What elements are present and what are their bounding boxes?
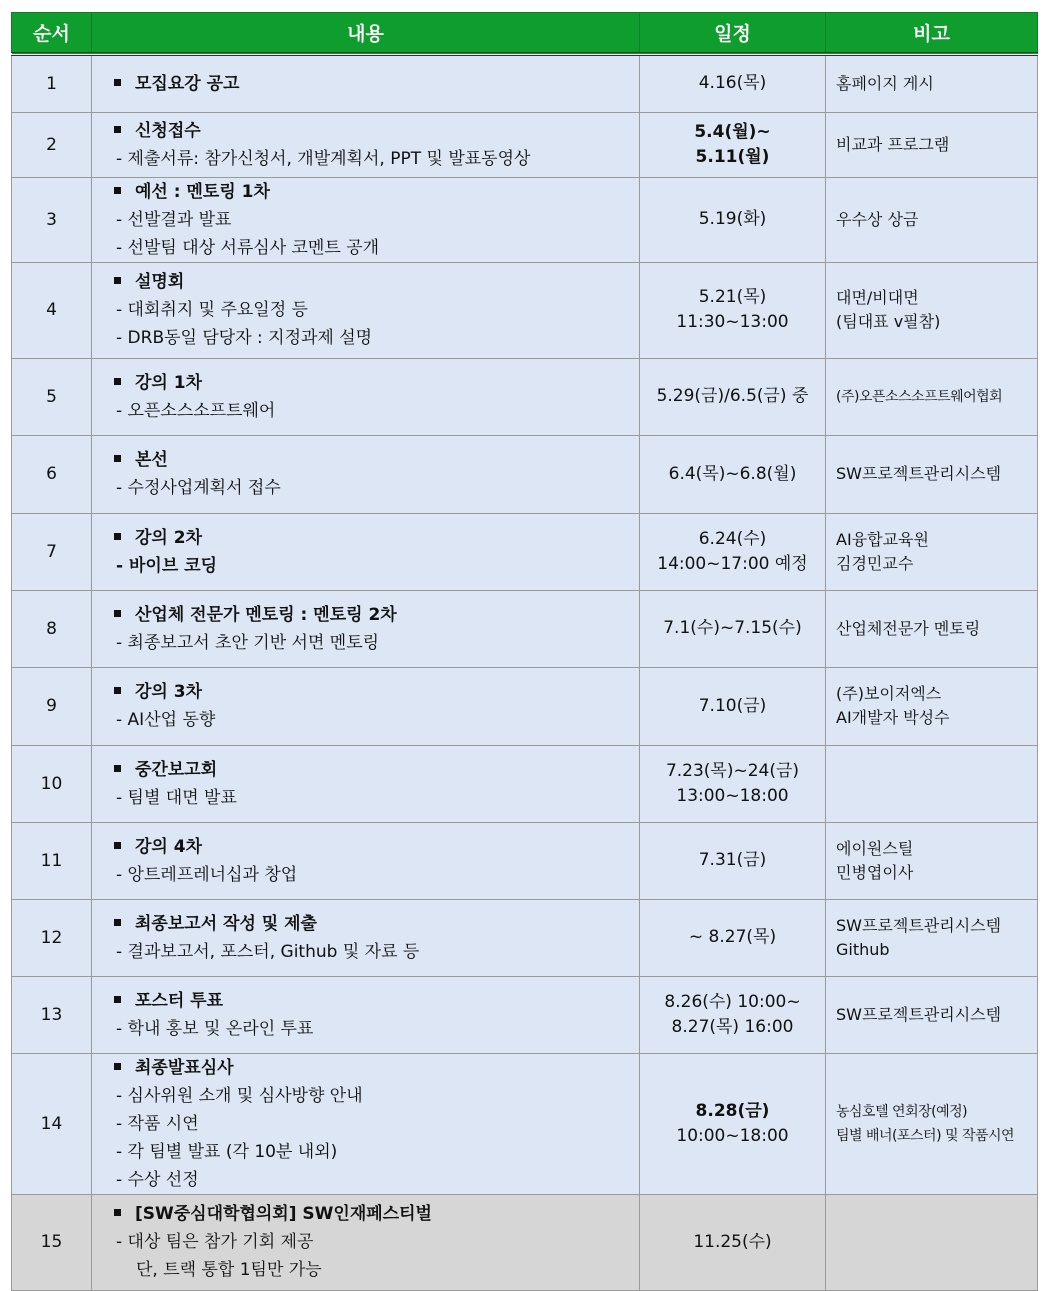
item-title: 신청접수: [135, 120, 201, 141]
table-row: [12, 1194, 1038, 1290]
item-detail: - 선발팀 대상 서류심사 코멘트 공개: [112, 234, 639, 262]
row-content: [92, 667, 640, 745]
item-title: 최종보고서 작성 및 제출: [135, 913, 317, 934]
square-bullet-icon: [114, 842, 121, 849]
table-row: [12, 1053, 1038, 1194]
item-title: 설명회: [135, 272, 185, 292]
table-row: [12, 899, 1038, 976]
item-detail: - 오픈소스소프트웨어: [112, 397, 639, 425]
remark-line: 산업체전문가 멘토링: [836, 618, 981, 638]
table-row: [12, 822, 1038, 899]
schedule-line: 10:00~18:00: [676, 1125, 789, 1146]
schedule-line: 5.11(월): [695, 146, 770, 167]
schedule-line: 7.23(목)~24(금): [665, 760, 800, 781]
remark-line: Github: [836, 939, 890, 959]
header-schedule: 일정: [640, 13, 826, 55]
row-schedule: [640, 262, 826, 358]
row-number: 1: [12, 54, 92, 112]
item-detail: - 팀별 대면 발표: [112, 784, 639, 812]
schedule-line: 7.1(수)~7.15(수): [663, 618, 802, 638]
table-row: [12, 435, 1038, 513]
row-number: 10: [12, 745, 92, 822]
row-content: [92, 822, 640, 899]
item-detail: - 제출서류: 참가신청서, 개발계획서, PPT 및 발표동영상: [112, 145, 639, 173]
row-number: 12: [12, 899, 92, 976]
row-number: 15: [12, 1194, 92, 1290]
row-remarks: [826, 822, 1038, 899]
item-detail: - 수상 선정: [112, 1166, 639, 1194]
item-title: 최종발표심사: [135, 1057, 234, 1078]
item-detail: - 바이브 코딩: [112, 552, 639, 580]
remark-line: 우수상 상금: [836, 209, 919, 229]
schedule-line: 13:00~18:00: [676, 785, 789, 806]
schedule-line: ~ 8.27(목): [688, 927, 777, 947]
row-remarks: [826, 112, 1038, 177]
row-schedule: [640, 54, 826, 112]
item-title-line: [112, 678, 639, 706]
row-remarks: [826, 1194, 1038, 1290]
row-number: 14: [12, 1053, 92, 1194]
table-row: [12, 54, 1038, 112]
schedule-line: 4.16(목): [698, 73, 767, 94]
item-title-line: [112, 369, 639, 397]
item-title-line: [112, 446, 639, 474]
square-bullet-icon: [114, 765, 121, 772]
row-remarks: [826, 1053, 1038, 1194]
item-title-line: [112, 833, 639, 861]
item-detail: - 대회취지 및 주요일정 등: [112, 296, 639, 324]
row-schedule: [640, 1194, 826, 1290]
schedule-line: 6.24(수): [698, 528, 767, 549]
table-row: [12, 513, 1038, 590]
item-title-line: [112, 601, 639, 629]
item-title-line: [112, 756, 639, 784]
item-title-line: [112, 987, 639, 1015]
remark-line: 에이원스틸: [836, 838, 914, 858]
square-bullet-icon: [114, 378, 121, 385]
remark-line: (팀대표 v필참): [836, 312, 941, 331]
item-detail: - 학내 홍보 및 온라인 투표: [112, 1015, 639, 1043]
square-bullet-icon: [114, 277, 121, 284]
remark-line: 팀별 배너(포스터) 및 작품시연: [836, 1127, 1015, 1144]
item-title-line: [112, 1054, 639, 1082]
square-bullet-icon: [114, 455, 121, 462]
square-bullet-icon: [114, 1209, 121, 1216]
square-bullet-icon: [114, 687, 121, 694]
item-detail: - AI산업 동향: [112, 706, 639, 734]
table-row: [12, 667, 1038, 745]
row-schedule: [640, 822, 826, 899]
item-detail: - 수정사업계획서 접수: [112, 474, 639, 502]
row-number: 8: [12, 590, 92, 667]
remark-line: 농심호텔 연회장(예정): [836, 1103, 968, 1120]
item-title-line: [112, 524, 639, 552]
row-schedule: [640, 177, 826, 262]
item-detail: - 앙트레프레너십과 창업: [112, 861, 639, 889]
row-content: [92, 177, 640, 262]
item-title-line: [112, 70, 639, 98]
row-number: 7: [12, 513, 92, 590]
item-title: 강의 2차: [135, 527, 203, 548]
row-schedule: [640, 667, 826, 745]
row-remarks: [826, 667, 1038, 745]
schedule-line: 7.10(금): [698, 695, 767, 716]
row-remarks: [826, 745, 1038, 822]
row-remarks: [826, 54, 1038, 112]
schedule-line: 5.29(금)/6.5(금) 중: [656, 386, 809, 406]
schedule-line: 11.25(수): [693, 1231, 772, 1252]
item-title: 강의 3차: [135, 682, 203, 702]
remark-line: (주)오픈소스소프트웨어협회: [836, 388, 1003, 405]
remark-line: AI융합교육원: [836, 529, 929, 549]
item-title: 모집요강 공고: [135, 73, 240, 94]
schedule-line: 5.19(화): [698, 209, 767, 229]
row-content: [92, 112, 640, 177]
row-number: 9: [12, 667, 92, 745]
item-detail: - 각 팀별 발표 (각 10분 내외): [112, 1138, 639, 1166]
row-number: 11: [12, 822, 92, 899]
row-schedule: [640, 112, 826, 177]
item-title-line: [112, 117, 639, 145]
item-title: 중간보고회: [135, 759, 218, 780]
square-bullet-icon: [114, 187, 121, 194]
item-title-line: [112, 178, 639, 206]
row-schedule: [640, 435, 826, 513]
header-row: [12, 13, 1038, 55]
schedule-line: 14:00~17:00 예정: [657, 553, 808, 574]
table-row: [12, 262, 1038, 358]
row-remarks: [826, 177, 1038, 262]
schedule-line: 8.27(목) 16:00: [671, 1016, 794, 1037]
row-content: [92, 435, 640, 513]
schedule-body: [12, 54, 1038, 1290]
row-remarks: [826, 899, 1038, 976]
item-title: [SW중심대학협의회] SW인재페스티벌: [135, 1204, 432, 1224]
square-bullet-icon: [114, 919, 121, 926]
row-content: [92, 54, 640, 112]
item-detail: - 대상 팀은 참가 기회 제공: [112, 1228, 639, 1256]
row-content: [92, 590, 640, 667]
row-content: [92, 1053, 640, 1194]
square-bullet-icon: [114, 996, 121, 1003]
item-title: 포스터 투표: [135, 990, 224, 1011]
square-bullet-icon: [114, 1063, 121, 1070]
row-content: [92, 899, 640, 976]
table-row: [12, 358, 1038, 435]
schedule-line: 5.21(목): [698, 287, 767, 307]
schedule-line: 6.4(목)~6.8(월): [668, 463, 797, 484]
row-content: [92, 745, 640, 822]
schedule-line: 5.4(월)~: [694, 121, 771, 142]
square-bullet-icon: [114, 79, 121, 86]
row-remarks: [826, 976, 1038, 1053]
row-schedule: [640, 745, 826, 822]
item-detail: - 결과보고서, 포스터, Github 및 자료 등: [112, 938, 639, 966]
schedule-line: 11:30~13:00: [676, 312, 789, 332]
row-number: 13: [12, 976, 92, 1053]
square-bullet-icon: [114, 533, 121, 540]
row-remarks: [826, 262, 1038, 358]
item-title-line: [112, 910, 639, 938]
row-number: 3: [12, 177, 92, 262]
row-content: [92, 262, 640, 358]
item-title: 산업체 전문가 멘토링 : 멘토링 2차: [135, 604, 397, 625]
row-number: 2: [12, 112, 92, 177]
item-title: 예선 : 멘토링 1차: [135, 181, 270, 202]
header-order: 순서: [12, 13, 92, 55]
row-schedule: [640, 1053, 826, 1194]
remark-line: 민병엽이사: [836, 862, 914, 882]
table-row: [12, 745, 1038, 822]
remark-line: SW프로젝트관리시스템: [836, 1004, 1002, 1024]
remark-line: SW프로젝트관리시스템: [836, 915, 1002, 935]
remark-line: 김경민교수: [836, 553, 914, 573]
remark-line: 비교과 프로그램: [836, 134, 950, 154]
schedule-line: 8.28(금): [695, 1100, 770, 1121]
table-row: [12, 112, 1038, 177]
row-schedule: [640, 513, 826, 590]
header-content: 내용: [92, 13, 640, 55]
schedule-table-wrapper: [11, 12, 1037, 1291]
item-detail: - DRB동일 담당자 : 지정과제 설명: [112, 324, 639, 352]
remark-line: 대면/비대면: [836, 288, 919, 307]
row-number: 6: [12, 435, 92, 513]
row-content: [92, 1194, 640, 1290]
remark-line: SW프로젝트관리시스템: [836, 464, 1002, 483]
square-bullet-icon: [114, 610, 121, 617]
item-title: 강의 4차: [135, 836, 203, 857]
row-number: 4: [12, 262, 92, 358]
row-schedule: [640, 976, 826, 1053]
table-row: [12, 590, 1038, 667]
row-schedule: [640, 590, 826, 667]
remark-line: AI개발자 박성수: [836, 708, 950, 727]
schedule-table: [11, 12, 1038, 1291]
header-remarks: 비고: [826, 13, 1038, 55]
row-remarks: [826, 590, 1038, 667]
table-row: [12, 976, 1038, 1053]
item-title: 본선: [135, 450, 168, 470]
row-schedule: [640, 358, 826, 435]
item-detail: - 최종보고서 초안 기반 서면 멘토링: [112, 629, 639, 657]
item-detail: - 작품 시연: [112, 1110, 639, 1138]
schedule-line: 7.31(금): [698, 850, 767, 870]
item-detail: - 선발결과 발표: [112, 206, 639, 234]
item-detail: - 심사위원 소개 및 심사방향 안내: [112, 1082, 639, 1110]
table-row: [12, 177, 1038, 262]
row-content: [92, 976, 640, 1053]
row-remarks: [826, 358, 1038, 435]
row-remarks: [826, 435, 1038, 513]
item-title: 강의 1차: [135, 372, 203, 393]
square-bullet-icon: [114, 126, 121, 133]
row-schedule: [640, 899, 826, 976]
item-title-line: [112, 268, 639, 296]
remark-line: 홈페이지 게시: [836, 73, 934, 93]
item-title-line: [112, 1200, 639, 1228]
row-number: 5: [12, 358, 92, 435]
item-detail-continued: 단, 트랙 통합 1팀만 가능: [136, 1260, 322, 1280]
row-remarks: [826, 513, 1038, 590]
row-content: [92, 513, 640, 590]
remark-line: (주)보이저엑스: [836, 684, 942, 703]
row-content: [92, 358, 640, 435]
schedule-line: 8.26(수) 10:00~: [664, 991, 801, 1012]
